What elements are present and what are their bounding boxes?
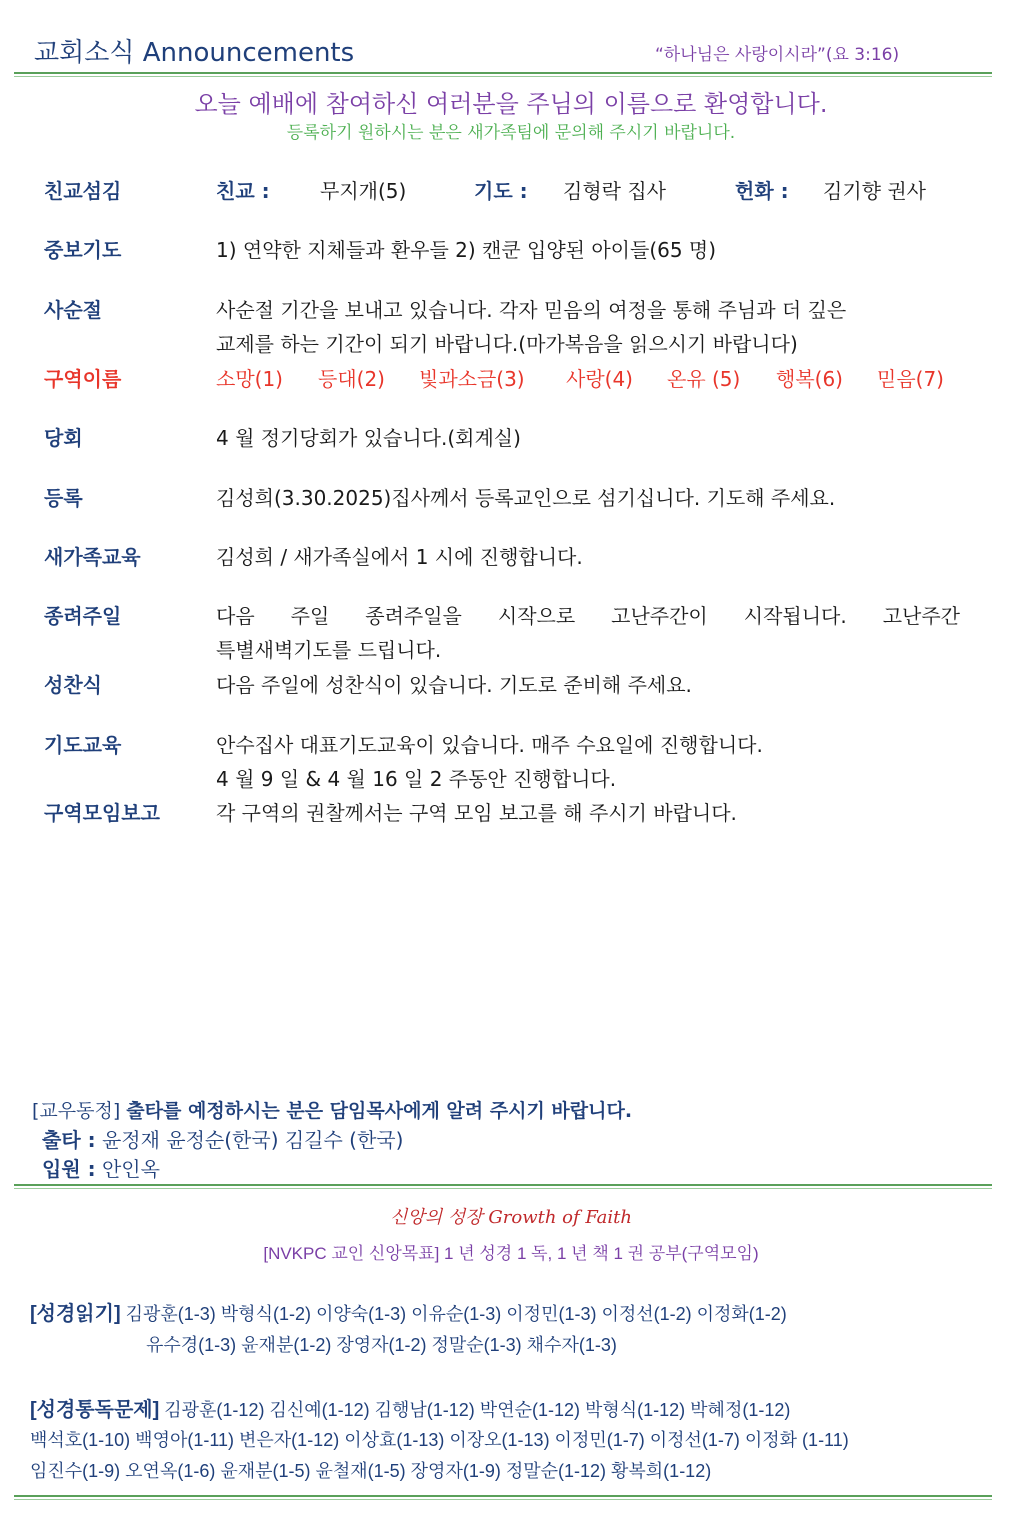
registration-text: 김성희(3.30.2025)집사께서 등록교인으로 섬기십니다. 기도해 주세요. <box>216 486 836 510</box>
bible-quiz-label: [성경통독문제] <box>30 1399 160 1421</box>
welcome-message: 오늘 예배에 참여하신 여러분을 주님의 이름으로 환영합니다. <box>194 90 828 118</box>
page-title: 교회소식 Announcements <box>34 38 355 68</box>
district-name: 소망(1) <box>216 367 283 391</box>
prayer-edu-label: 기도교육 <box>44 733 122 757</box>
friend-value: 무지개(5) <box>320 179 407 203</box>
meeting-label: 당회 <box>44 426 83 450</box>
lent-line2: 교제를 하는 기간이 되기 바랍니다.(마가복음을 읽으시기 바랍니다) <box>216 332 798 356</box>
district-report-text: 각 구역의 권찰께서는 구역 모임 보고를 해 주시기 바랍니다. <box>216 801 737 825</box>
friend-label: 친교 : <box>216 179 270 203</box>
offering-value: 김기향 권사 <box>823 179 926 203</box>
prayer-value: 김형락 집사 <box>563 179 666 203</box>
district-name: 행복(6) <box>776 367 843 391</box>
header-divider <box>14 72 992 77</box>
communion-text: 다음 주일에 성찬식이 있습니다. 기도로 준비해 주세요. <box>216 673 692 697</box>
prayer-edu-line2: 4 월 9 일 & 4 월 16 일 2 주동안 진행합니다. <box>216 767 617 791</box>
district-report-label: 구역모임보고 <box>44 801 160 825</box>
newfamily-text: 김성희 / 새가족실에서 1 시에 진행합니다. <box>216 545 583 569</box>
palm-line2: 특별새벽기도를 드립니다. <box>216 638 442 662</box>
communion-label: 성찬식 <box>44 673 102 697</box>
members-news-heading <box>32 1096 632 1123</box>
palm-line1: 다음 주일 종려주일을 시작으로 고난주간이 시작됩니다. 고난주간 <box>216 604 960 628</box>
meeting-text: 4 월 정기당회가 있습니다.(회계실) <box>216 426 521 450</box>
offering-label: 헌화 : <box>735 179 789 203</box>
register-note: 등록하기 원하시는 분은 새가족팀에 문의해 주시기 바랍니다. <box>286 123 736 143</box>
hospital-label: 입원 : <box>42 1157 96 1181</box>
newfamily-label: 새가족교육 <box>44 545 141 569</box>
growth-title: 신앙의 성장 Growth of Faith <box>390 1207 632 1228</box>
bible-reading-label: [성경읽기] <box>30 1303 121 1325</box>
growth-subtitle: [NVKPC 교인 신앙목표] 1 년 성경 1 독, 1 년 책 1 권 공부(구역모임) <box>263 1244 759 1263</box>
bible-reading-names: 김광훈(1-3) 박형식(1-2) 이양숙(1-3) 이유순(1-3) 이정민(1-3) 이정선(1-2) 이정화(1-2) <box>125 1304 787 1324</box>
district-name: 등대(2) <box>318 367 385 391</box>
travel-label: 출타 : <box>42 1128 96 1152</box>
section-divider <box>14 1184 992 1189</box>
members-news-title: [교우동정] <box>32 1100 121 1122</box>
district-name: 사랑(4) <box>566 367 633 391</box>
bible-quiz-line2: 백석호(1-10) 백영아(1-11) 변은자(1-12) 이상효(1-13) 이장오(1-13) 이정민(1-7) 이정선(1-7) 이정화 (1-11) <box>30 1430 849 1450</box>
fellowship-label: 친교섬김 <box>44 179 122 203</box>
travel-value: 윤정재 윤정순(한국) 김길수 (한국) <box>101 1128 404 1152</box>
prayer-label: 기도 : <box>474 179 528 203</box>
hospital-line <box>42 1153 160 1182</box>
district-name: 믿음(7) <box>877 367 944 391</box>
palm-label: 종려주일 <box>44 604 122 628</box>
prayer-edu-line1: 안수집사 대표기도교육이 있습니다. 매주 수요일에 진행합니다. <box>216 733 763 757</box>
bible-reading-line2: 유수경(1-3) 윤재분(1-2) 장영자(1-2) 정말순(1-3) 채수자(1-3) <box>146 1335 617 1355</box>
header-verse: “하나님은 사랑이시라”(요 3:16) <box>655 45 900 65</box>
intercession-text: 1) 연약한 지체들과 환우들 2) 캔쿤 입양된 아이들(65 명) <box>216 238 717 262</box>
bible-reading-line1 <box>30 1297 787 1326</box>
intercession-label: 중보기도 <box>44 238 122 262</box>
members-news-note: 출타를 예정하시는 분은 담임목사에게 알려 주시기 바랍니다. <box>126 1100 633 1122</box>
hospital-value: 안인옥 <box>101 1157 160 1181</box>
district-name: 온유 (5) <box>667 367 741 391</box>
lent-label: 사순절 <box>44 298 102 322</box>
bible-quiz-names: 김광훈(1-12) 김신예(1-12) 김행남(1-12) 박연순(1-12) 박형식(1-12) 박혜정(1-12) <box>164 1400 791 1420</box>
travel-line <box>42 1124 403 1153</box>
registration-label: 등록 <box>44 486 83 510</box>
districts-label: 구역이름 <box>44 367 122 391</box>
district-name: 빛과소금(3) <box>419 367 525 391</box>
bible-quiz-line1 <box>30 1393 790 1422</box>
bible-quiz-line3: 임진수(1-9) 오연옥(1-6) 윤재분(1-5) 윤철재(1-5) 장영자(1-9) 정말순(1-12) 황복희(1-12) <box>30 1461 712 1481</box>
lent-line1: 사순절 기간을 보내고 있습니다. 각자 믿음의 여정을 통해 주님과 더 깊은 <box>216 298 847 322</box>
footer-divider <box>14 1495 992 1500</box>
